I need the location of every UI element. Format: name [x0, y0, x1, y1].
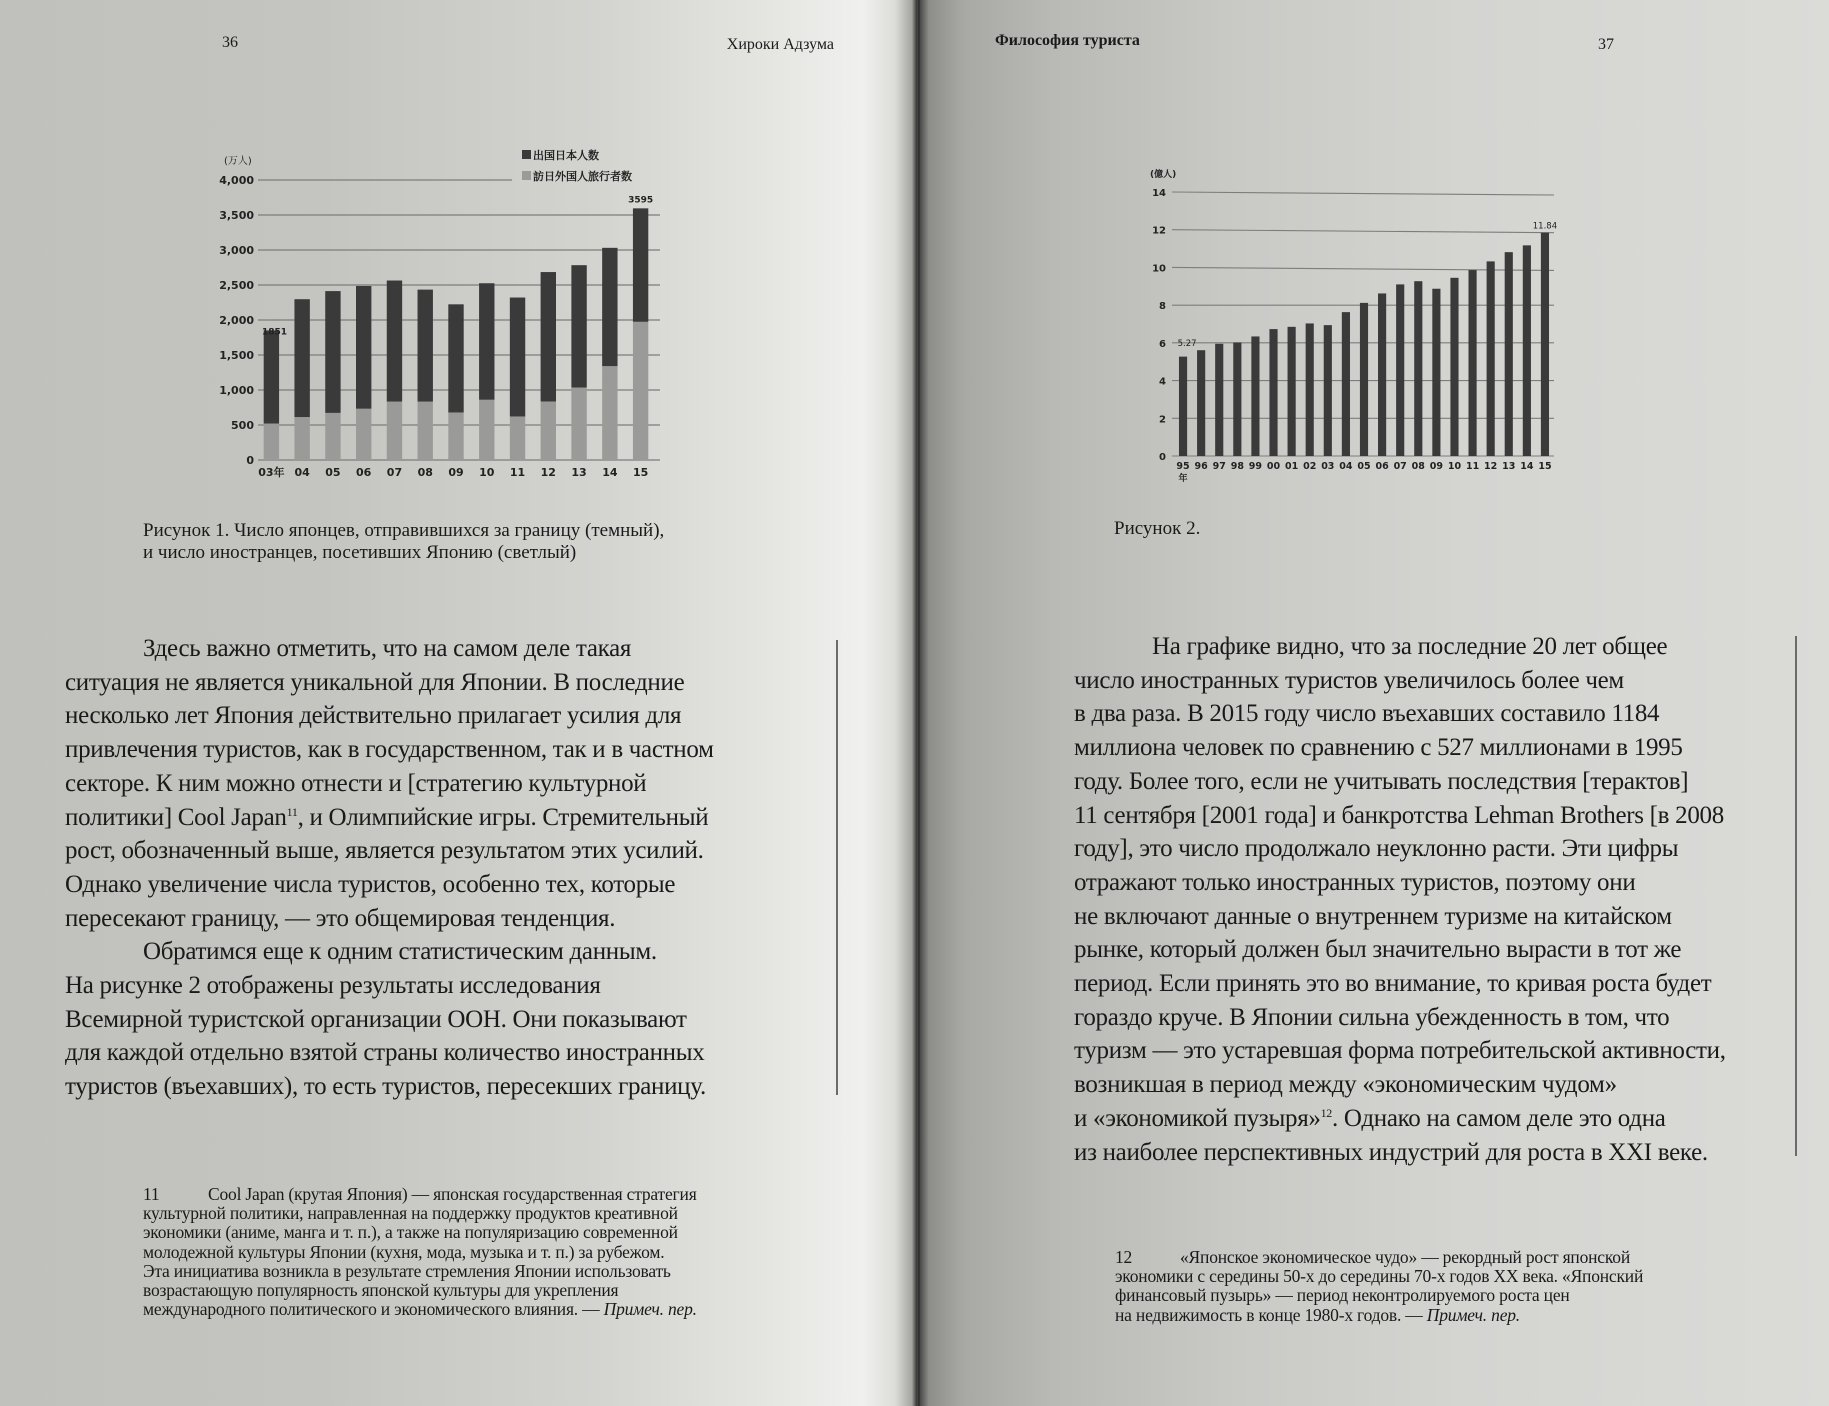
bar-outbound	[602, 248, 617, 366]
x-tick-label: 97	[1212, 461, 1226, 472]
chart2-x-ticks	[1176, 461, 1551, 484]
footnote-line	[143, 1300, 697, 1319]
footnote-number: 11	[143, 1184, 160, 1204]
chart1-legend	[522, 148, 632, 183]
footnote-text: «Японское экономическое чудо» — рекордный рост японской	[1180, 1247, 1630, 1267]
text-line: отражают только иностранных туристов, поэтому они	[1074, 868, 1636, 896]
x-tick-label: 06	[1375, 461, 1389, 472]
figure-1-caption	[143, 520, 664, 564]
x-tick-label: 12	[540, 466, 556, 479]
bar-inbound	[356, 409, 371, 460]
bar-inbound	[448, 412, 463, 460]
bar	[1378, 293, 1386, 456]
legend-swatch-light	[522, 171, 531, 180]
legend-item-inbound: 訪日外国人旅行者数	[533, 170, 632, 183]
text-line: секторе. К ним можно отнести и [стратегию культурной	[65, 769, 647, 797]
x-tick-label: 13	[1502, 461, 1516, 472]
bar	[1432, 289, 1440, 456]
y-tick-label: 4,000	[219, 174, 254, 187]
bar	[1324, 325, 1332, 456]
bar	[1215, 344, 1223, 456]
x-tick-label: 14	[602, 466, 618, 479]
margin-rule	[836, 640, 838, 1095]
x-tick-label: 95	[1176, 461, 1190, 472]
y-tick-label: 14	[1152, 188, 1166, 199]
x-tick-label: 15	[1538, 461, 1552, 472]
chart1-y-ticks	[219, 174, 254, 467]
x-tick-label: 08	[417, 466, 433, 479]
text-line: Обратимся еще к одним статистическим данным.	[143, 938, 657, 966]
bar	[1306, 323, 1314, 456]
x-tick-label: 99	[1248, 461, 1263, 472]
bar	[1233, 342, 1241, 456]
text-line: рынке, который должен был значительно вырасти в тот же	[1074, 936, 1682, 964]
bar-outbound	[510, 298, 525, 417]
y-tick-label: 3,500	[219, 209, 254, 222]
footnote-line: экономики (аниме, манга и т. п.), а также на популяризацию современной	[143, 1222, 678, 1243]
bar-outbound	[633, 208, 648, 321]
footnote-ref-11[interactable]: 11	[286, 804, 298, 819]
footnote-line: возрастающую популярность японской культуры для укрепления	[143, 1280, 619, 1301]
chart1-x-ticks	[258, 465, 648, 479]
x-tick-label: 06	[356, 466, 372, 479]
bar-outbound	[541, 272, 556, 401]
bar-outbound	[387, 281, 402, 402]
text-line: пересекают границу, — это общемировая тенденция.	[65, 904, 616, 932]
data-label: 11.84	[1532, 221, 1558, 232]
footnote-line	[1115, 1306, 1643, 1325]
bar	[1505, 252, 1513, 456]
bar-inbound	[479, 400, 494, 460]
footnote-number: 12	[1115, 1247, 1133, 1267]
text-line: рост, обозначенный выше, является результатом этих усилий.	[65, 837, 704, 865]
text-line: 11 сентября [2001 года] и банкротства Lehman Brothers [в 2008	[1074, 801, 1724, 829]
text-line: миллиона человек по сравнению с 527 миллионами в 1995	[1074, 734, 1683, 762]
bar	[1396, 284, 1404, 456]
bar-inbound	[387, 402, 402, 460]
gridline	[1172, 267, 1554, 270]
y-tick-label: 3,000	[219, 244, 254, 257]
chart2-bars	[1179, 233, 1549, 456]
bar-outbound	[356, 286, 371, 409]
text-line: в два раза. В 2015 году число въехавших составило 1184	[1074, 700, 1660, 728]
bar	[1288, 327, 1296, 456]
footnote-text: на недвижимость в конце 1980-х годов. —	[1115, 1304, 1427, 1325]
x-tick-label: 10	[1447, 461, 1462, 472]
y-tick-label: 2,500	[219, 279, 254, 292]
bar-outbound	[448, 304, 463, 412]
x-tick-label: 12	[1484, 461, 1498, 472]
footnote-line: молодежной культуры Японии (кухня, мода, музыка и т. п.) за рубежом.	[143, 1241, 665, 1262]
y-tick-label: 500	[231, 419, 254, 432]
bar-inbound	[510, 416, 525, 460]
text-line: Всемирной туристской организации ООН. Они показывают	[65, 1005, 687, 1033]
gridline	[1172, 192, 1554, 195]
x-tick-label: 09	[1429, 461, 1443, 472]
bar	[1197, 350, 1205, 456]
figure-1-chart	[200, 140, 680, 490]
text-fragment: , и Олимпийские игры. Стремительный	[297, 803, 709, 831]
x-tick-label: 04	[1339, 461, 1353, 472]
text-line: туризм — это устаревшая форма потребительской активности,	[1074, 1037, 1726, 1065]
x-tick-label: 11	[509, 466, 526, 479]
chart2-y-unit-label: (億人)	[1150, 170, 1177, 180]
y-tick-label: 6	[1159, 338, 1166, 350]
page-number: 37	[1598, 36, 1614, 53]
gridline	[1172, 230, 1554, 233]
text-line: туристов (въехавших), то есть туристов, пересекших границу.	[65, 1073, 706, 1101]
text-fragment: политики] Cool Japan	[65, 803, 287, 831]
x-tick-label: 13	[571, 466, 587, 479]
x-tick-label: 14	[1520, 461, 1534, 472]
x-tick-label: 08	[1411, 461, 1425, 472]
bar	[1523, 245, 1531, 456]
bar-outbound	[294, 299, 309, 417]
right-page	[918, 0, 1829, 1406]
body-text-right	[1074, 630, 1726, 1169]
x-tick-label: 07	[1393, 461, 1407, 472]
footnote-12	[1115, 1248, 1643, 1325]
bar-inbound	[541, 401, 556, 460]
text-line	[65, 801, 714, 835]
footnote-text: Cool Japan (крутая Япония) — японская государственная стратегия	[208, 1184, 697, 1204]
x-tick-label: 05	[1357, 461, 1371, 472]
y-tick-label: 1,500	[219, 349, 254, 362]
x-tick-label: 09	[448, 466, 464, 479]
bar-outbound	[571, 265, 586, 387]
text-fragment: . Однако на самом деле это одна	[1332, 1104, 1666, 1132]
bar	[1342, 312, 1350, 456]
translator-note: Примеч. пер.	[1426, 1304, 1520, 1325]
text-line: На графике видно, что за последние 20 лет общее	[1152, 633, 1668, 660]
text-line: несколько лет Япония действительно прилагает усилия для	[65, 702, 682, 730]
footnote-ref-12[interactable]: 12	[1320, 1105, 1332, 1120]
bar	[1251, 336, 1259, 456]
text-line: период. Если принять это во внимание, то кривая роста будет	[1074, 970, 1712, 998]
text-line: число иностранных туристов увеличилось более чем	[1074, 666, 1624, 694]
x-tick-label: 05	[325, 466, 341, 479]
x-tick-label: 04	[294, 466, 310, 479]
bar-inbound	[418, 402, 433, 460]
x-tick-label: 00	[1266, 461, 1281, 472]
figure-2-caption: Рисунок 2.	[1114, 518, 1201, 539]
footnote-line: культурной политики, направленная на поддержку продуктов креативной	[143, 1203, 678, 1224]
text-line: ситуация не является уникальной для Японии. В последние	[65, 668, 685, 696]
page-number: 36	[222, 34, 238, 51]
text-line: году. Более того, если не учитывать последствия [терактов]	[1074, 767, 1689, 795]
x-tick-label: 07	[386, 466, 403, 479]
x-tick-suffix: 年	[1178, 474, 1188, 484]
body-text-left	[65, 632, 714, 1104]
x-tick-label: 03年	[258, 466, 285, 479]
chart1-bars	[264, 208, 649, 460]
running-head: Хироки Адзума	[726, 36, 834, 53]
bar	[1450, 278, 1458, 456]
bar-outbound	[264, 330, 279, 423]
footnote-text: международного политического и экономического влияния. —	[143, 1299, 604, 1320]
bar-outbound	[479, 283, 494, 399]
bar	[1414, 281, 1422, 456]
text-line: возникшая в период между «экономическим чудом»	[1074, 1071, 1617, 1099]
x-tick-label: 96	[1194, 461, 1208, 472]
bar-inbound	[264, 424, 279, 460]
y-tick-label: 2	[1159, 414, 1166, 426]
text-line: На рисунке 2 отображены результаты исследования	[65, 972, 601, 1000]
x-tick-label: 03	[1321, 461, 1335, 472]
bar	[1179, 357, 1187, 456]
footnote-line: финансовый пузырь» — период неконтролируемого роста цен	[1115, 1285, 1570, 1306]
bar-outbound	[418, 290, 433, 402]
x-tick-label: 98	[1230, 461, 1244, 472]
bar-inbound	[294, 417, 309, 460]
text-line	[1074, 1102, 1726, 1136]
footnote-line: Эта инициатива возникла в результате стремления Японии использовать	[143, 1260, 671, 1281]
y-tick-label: 12	[1152, 225, 1166, 237]
running-head: Философия туриста	[995, 32, 1140, 49]
y-tick-label: 10	[1152, 263, 1166, 275]
y-tick-label: 2,000	[219, 314, 254, 327]
chart2-y-ticks	[1152, 188, 1166, 463]
caption-line: Рисунок 1. Число японцев, отправившихся за границу (темный),	[143, 520, 665, 541]
y-tick-label: 0	[1159, 452, 1166, 463]
x-tick-label: 02	[1303, 461, 1317, 472]
book-spine	[912, 0, 920, 1406]
y-tick-label: 1,000	[219, 384, 254, 397]
text-line: гораздо круче. В Японии сильна убежденность в том, что	[1074, 1003, 1670, 1031]
x-tick-label: 10	[479, 466, 495, 479]
data-label: 3595	[628, 195, 654, 206]
footnote-line	[143, 1185, 697, 1204]
text-line: Здесь важно отметить, что на самом деле такая	[143, 635, 632, 662]
margin-rule	[1795, 636, 1797, 1156]
text-line: году], это число продолжало неуклонно расти. Эти цифры	[1074, 835, 1679, 863]
x-tick-label: 15	[632, 466, 649, 479]
y-tick-label: 0	[246, 454, 254, 467]
bar-outbound	[325, 291, 340, 413]
x-tick-label: 11	[1465, 461, 1480, 472]
text-line: не включают данные о внутреннем туризме на китайском	[1074, 902, 1672, 930]
bar	[1487, 261, 1495, 456]
footnote-line	[1115, 1248, 1643, 1267]
bar-inbound	[602, 366, 617, 460]
text-line: привлечения туристов, как в государственном, так и в частном	[65, 736, 714, 764]
bar	[1469, 270, 1477, 456]
x-tick-label: 01	[1285, 461, 1299, 472]
text-line: Однако увеличение числа туристов, особенно тех, которые	[65, 870, 676, 898]
legend-item-outbound: 出国日本人数	[533, 149, 599, 162]
data-label: 5.27	[1177, 338, 1197, 349]
translator-note: Примеч. пер.	[603, 1299, 697, 1320]
caption-line: и число иностранцев, посетивших Японию (светлый)	[143, 542, 577, 563]
bar-inbound	[571, 387, 586, 460]
bar	[1541, 233, 1549, 456]
text-fragment: и «экономикой пузыря»	[1074, 1104, 1321, 1132]
bar-inbound	[325, 413, 340, 460]
chart1-y-unit-label: (万人)	[224, 156, 252, 167]
bar-inbound	[633, 322, 648, 460]
figure-2-chart	[1138, 160, 1558, 500]
y-tick-label: 4	[1159, 376, 1166, 388]
legend-swatch-dark	[522, 150, 531, 159]
bar	[1269, 329, 1277, 456]
text-line: из наиболее перспективных индустрий для роста в XXI веке.	[1074, 1138, 1708, 1166]
footnote-11	[143, 1185, 697, 1319]
text-line: для каждой отдельно взятой страны количество иностранных	[65, 1039, 705, 1067]
y-tick-label: 8	[1159, 301, 1166, 313]
footnote-line: экономики с середины 50-х до середины 70-х годов XX века. «Японский	[1115, 1266, 1644, 1287]
data-label: 1851	[262, 327, 288, 338]
bar	[1360, 303, 1368, 456]
